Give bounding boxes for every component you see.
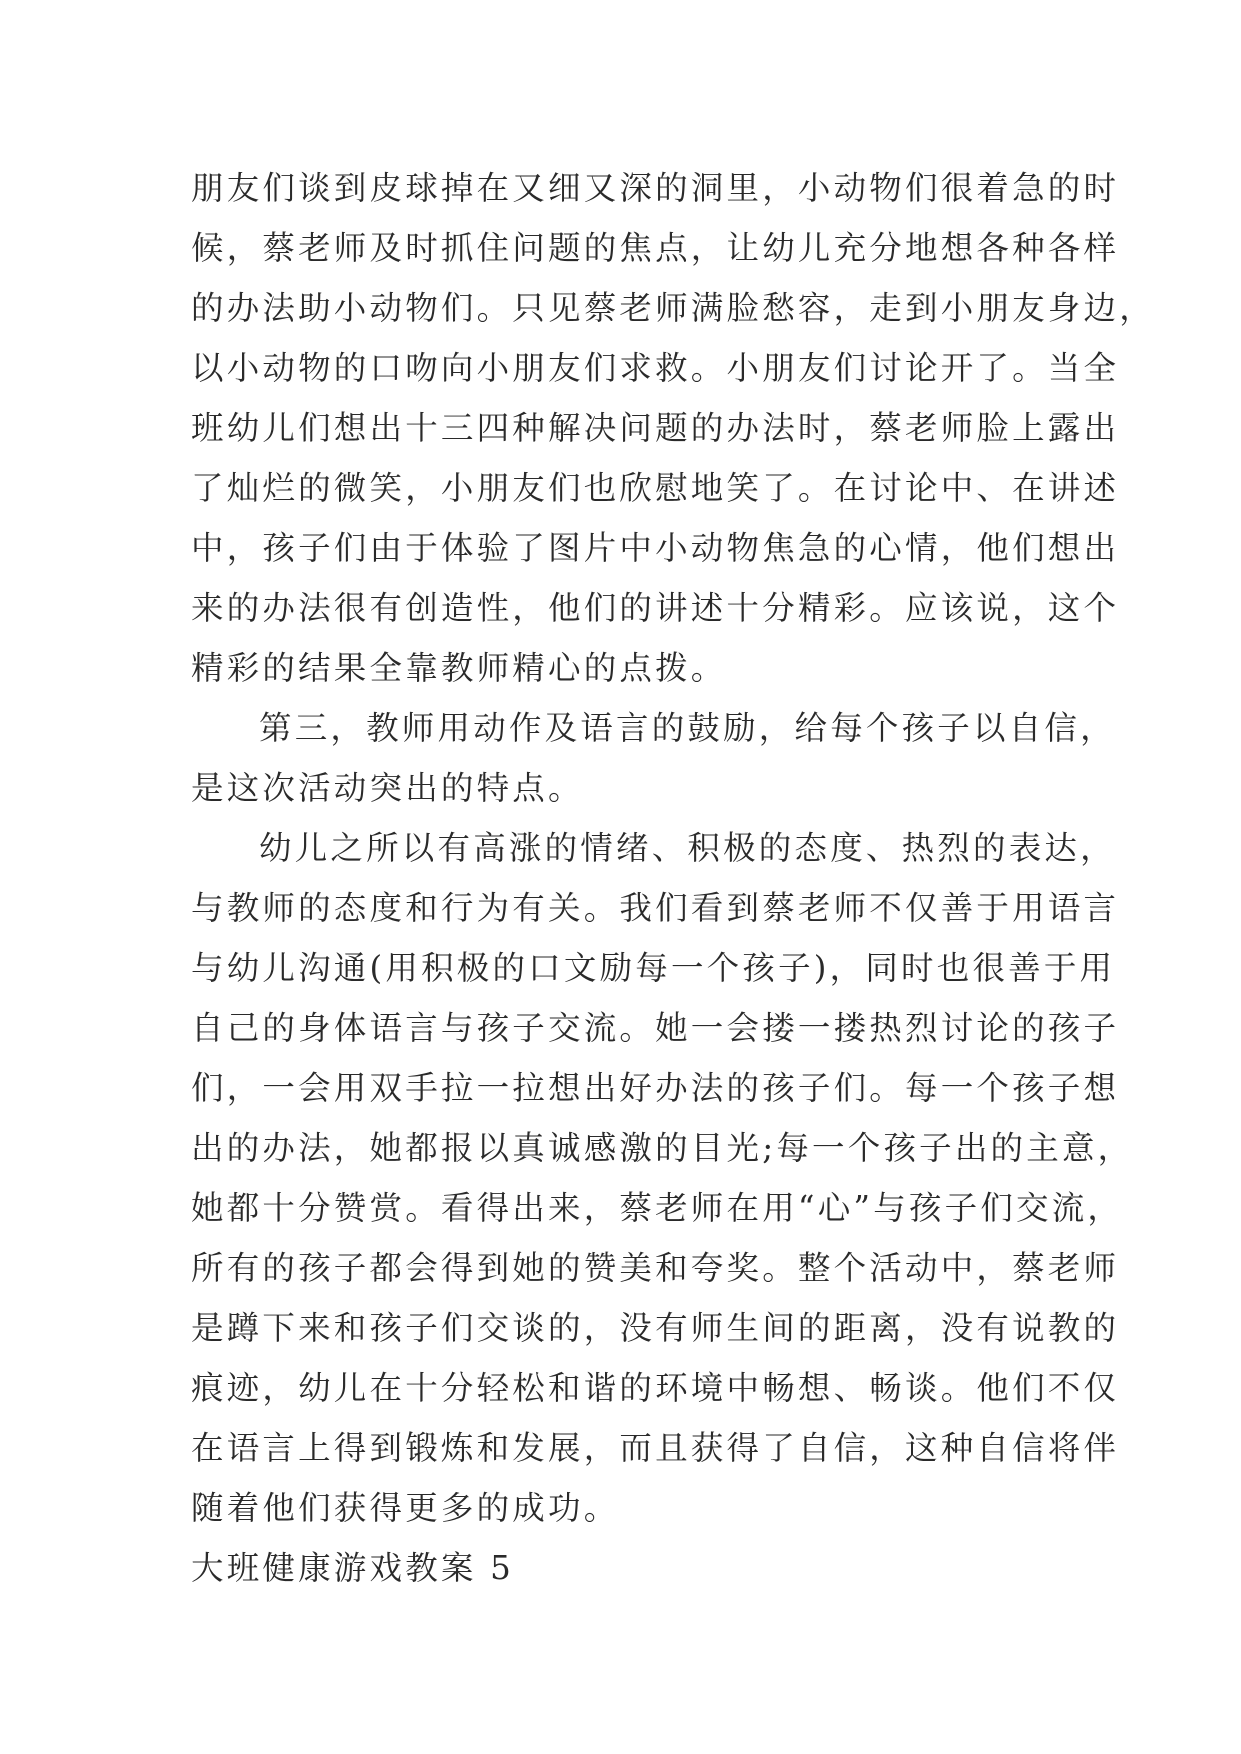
paragraph-1-line-8: 来的办法很有创造性，他们的讲述十分精彩。应该说，这个 bbox=[191, 589, 1120, 627]
paragraph-3-line-6: 出的办法，她都报以真诚感激的目光;每一个孩子出的主意， bbox=[191, 1129, 1134, 1167]
paragraph-3-line-12: 随着他们获得更多的成功。 bbox=[191, 1489, 620, 1527]
paragraph-3-line-2: 与教师的态度和行为有关。我们看到蔡老师不仅善于用语言 bbox=[191, 889, 1120, 927]
paragraph-1-line-7: 中，孩子们由于体验了图片中小动物焦急的心情，他们想出 bbox=[191, 529, 1120, 567]
paragraph-3-line-4: 自己的身体语言与孩子交流。她一会搂一搂热烈讨论的孩子 bbox=[191, 1009, 1120, 1047]
paragraph-2-line-1: 第三，教师用动作及语言的鼓励，给每个孩子以自信， bbox=[259, 709, 1116, 747]
paragraph-2-line-2: 是这次活动突出的特点。 bbox=[191, 769, 584, 807]
paragraph-1-line-2: 候，蔡老师及时抓住问题的焦点，让幼儿充分地想各种各样 bbox=[191, 229, 1120, 267]
paragraph-1-line-4: 以小动物的口吻向小朋友们求救。小朋友们讨论开了。当全 bbox=[191, 349, 1120, 387]
section-heading: 大班健康游戏教案 5 bbox=[191, 1549, 515, 1587]
paragraph-3-line-7: 她都十分赞赏。看得出来，蔡老师在用“心”与孩子们交流， bbox=[191, 1189, 1124, 1227]
paragraph-3-line-8: 所有的孩子都会得到她的赞美和夸奖。整个活动中，蔡老师 bbox=[191, 1249, 1120, 1287]
body-text bbox=[191, 158, 1155, 1598]
paragraph-1-line-6: 了灿烂的微笑，小朋友们也欣慰地笑了。在讨论中、在讲述 bbox=[191, 469, 1120, 507]
paragraph-1-line-9: 精彩的结果全靠教师精心的点拨。 bbox=[191, 649, 727, 687]
paragraph-3-line-1: 幼儿之所以有高涨的情绪、积极的态度、热烈的表达， bbox=[259, 829, 1116, 867]
paragraph-1-line-1: 朋友们谈到皮球掉在又细又深的洞里，小动物们很着急的时 bbox=[191, 169, 1120, 207]
paragraph-3-line-11: 在语言上得到锻炼和发展，而且获得了自信，这种自信将伴 bbox=[191, 1429, 1120, 1467]
paragraph-1-line-5: 班幼儿们想出十三四种解决问题的办法时，蔡老师脸上露出 bbox=[191, 409, 1120, 447]
paragraph-3-line-3: 与幼儿沟通(用积极的口文励每一个孩子)，同时也很善于用 bbox=[191, 949, 1116, 987]
paragraph-3-line-10: 痕迹，幼儿在十分轻松和谐的环境中畅想、畅谈。他们不仅 bbox=[191, 1369, 1120, 1407]
paragraph-3-line-5: 们，一会用双手拉一拉想出好办法的孩子们。每一个孩子想 bbox=[191, 1069, 1120, 1107]
paragraph-1-line-3: 的办法助小动物们。只见蔡老师满脸愁容，走到小朋友身边， bbox=[191, 289, 1155, 327]
paragraph-3-line-9: 是蹲下来和孩子们交谈的，没有师生间的距离，没有说教的 bbox=[191, 1309, 1120, 1347]
